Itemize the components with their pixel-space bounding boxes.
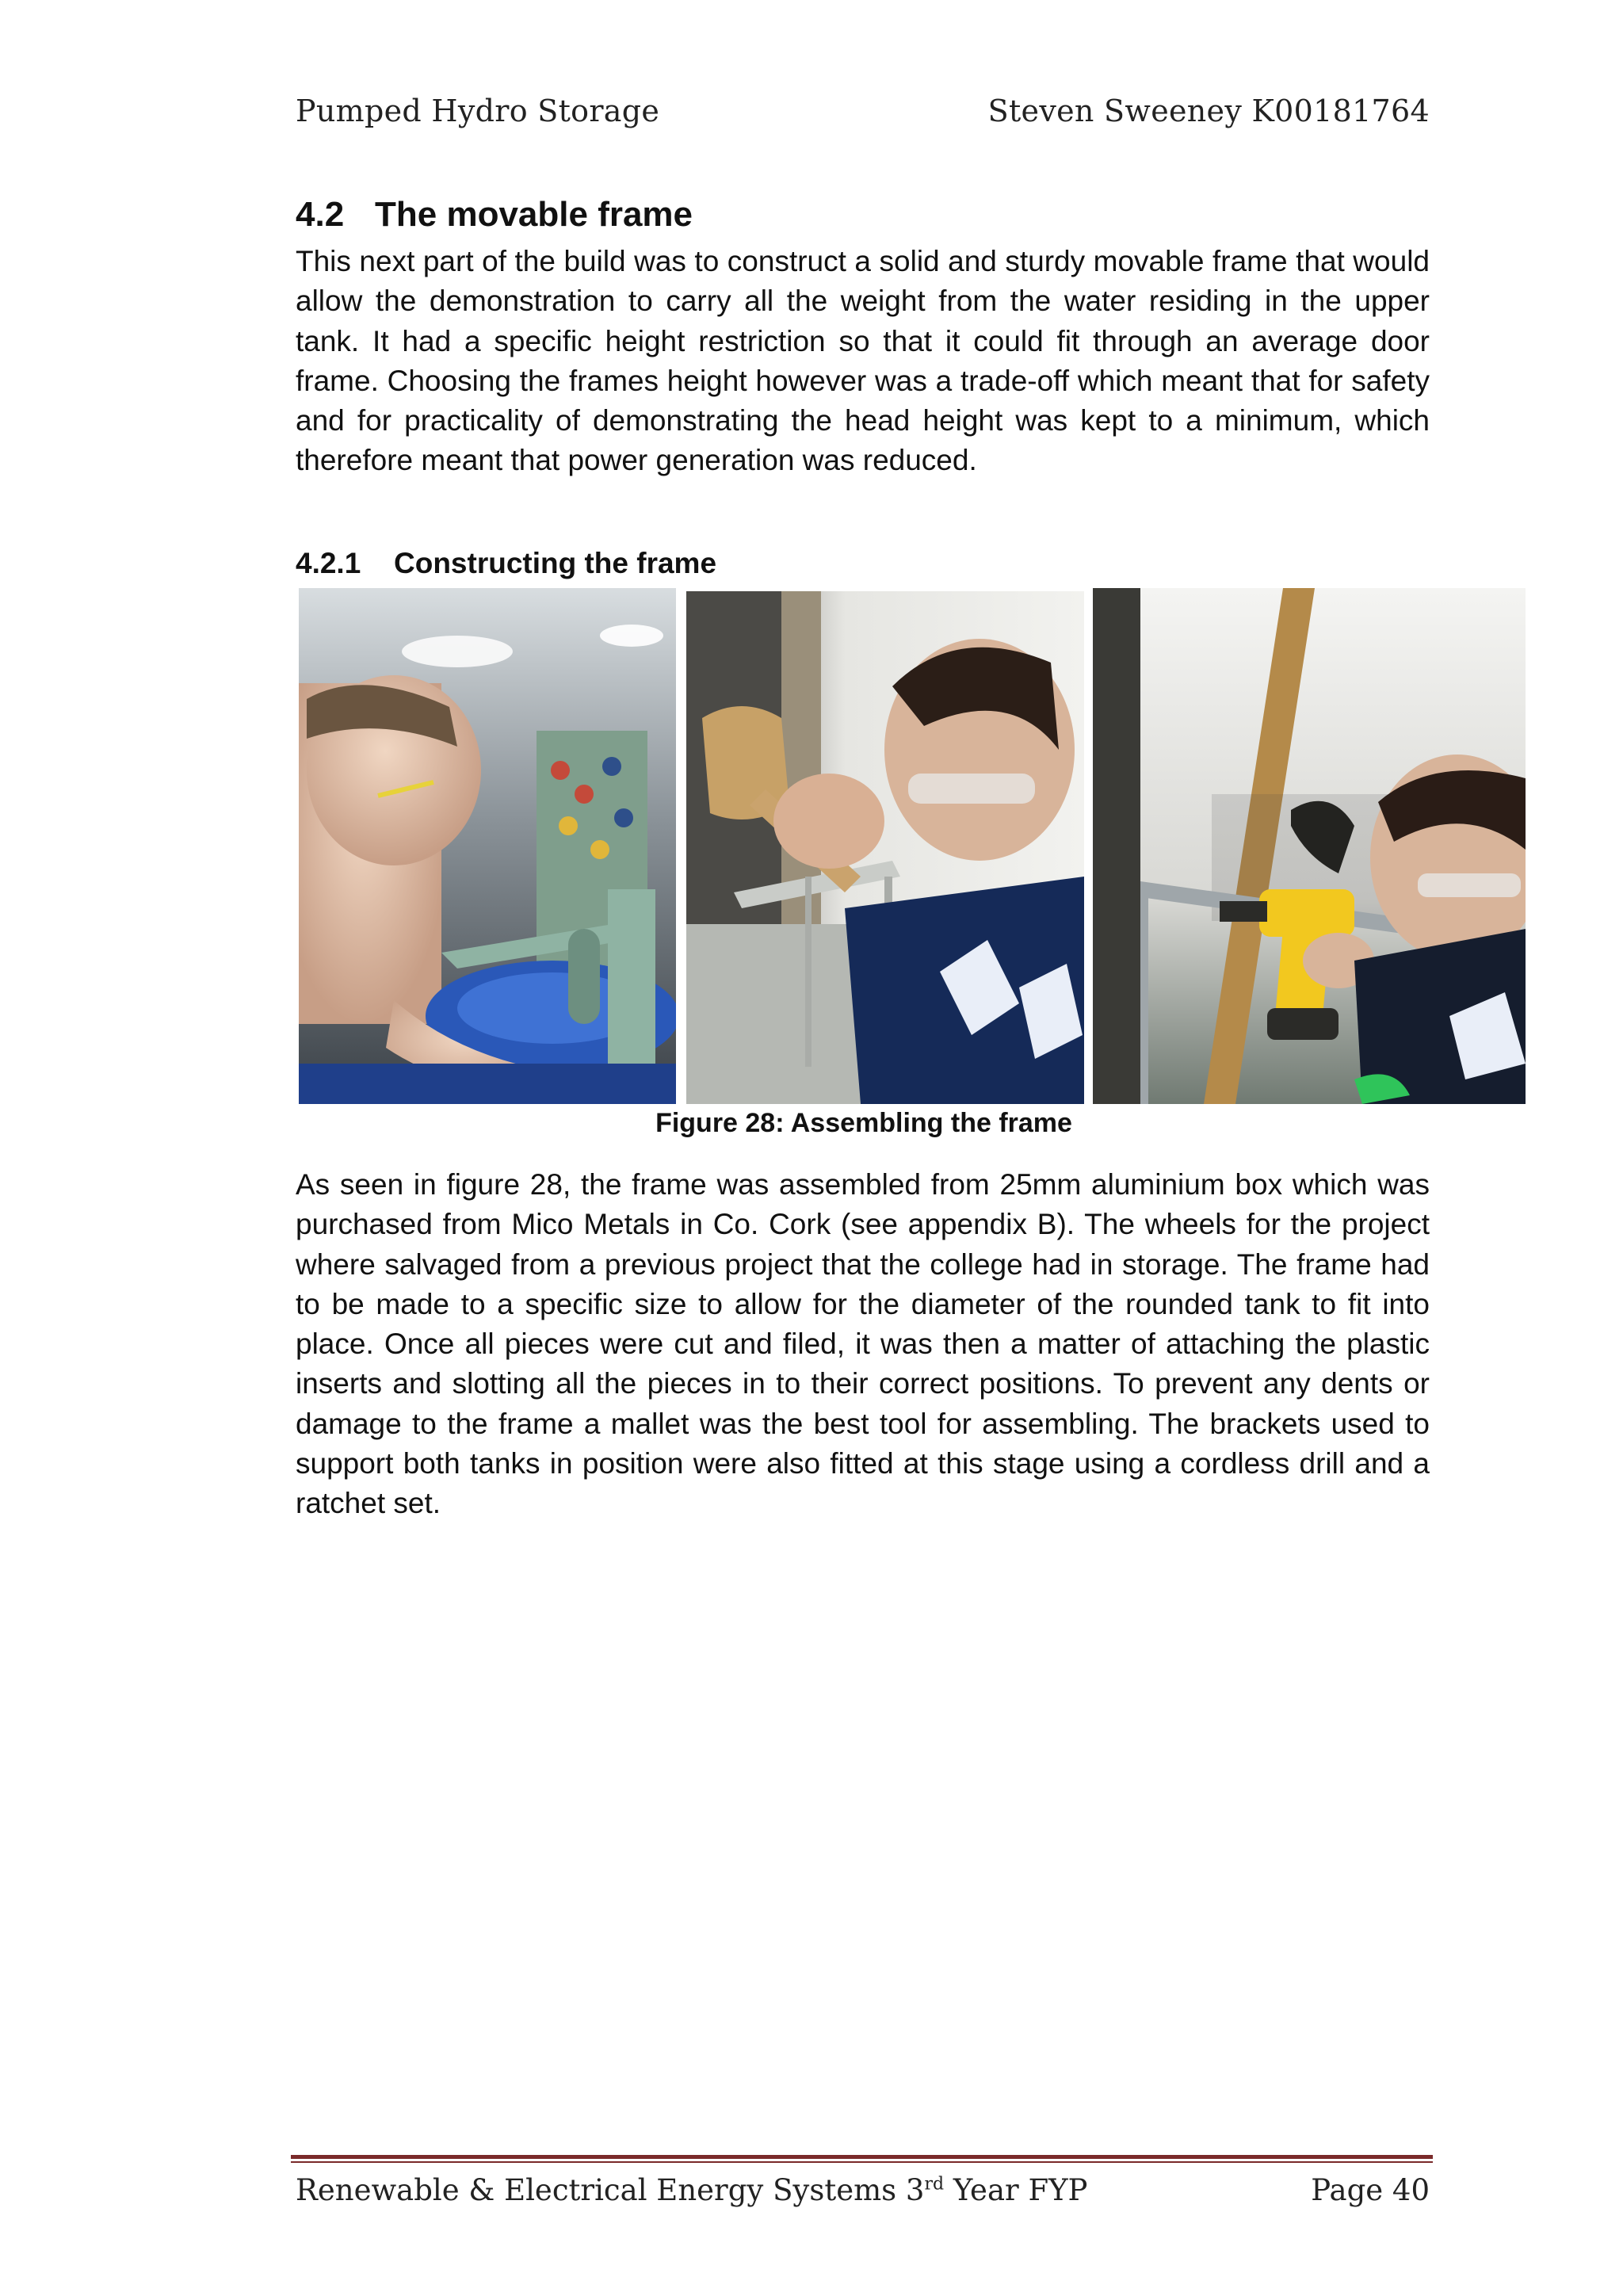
section-number: 4.2: [296, 195, 345, 234]
subsection-heading: [296, 547, 716, 580]
running-header-title: Pumped Hydro Storage: [296, 94, 660, 128]
footer-page-number: Page 40: [1311, 2173, 1430, 2207]
photo-frame-wheel: [299, 588, 676, 1104]
body-paragraph: As seen in figure 28, the frame was assembled from 25mm aluminium box which was purchased from Mico Metals in Co. Cork (see appendix B). The wheels for the project where salvaged from a previous project that the college had in storage. The frame had to be made to a specific size to allow for the diameter of the rounded tank to fit into place. Once all pieces were cut and filed, it was then a matter of attaching the plastic inserts and slotting all the pieces in to their correct positions. To prevent any dents or damage to the frame a mallet was the best tool for assembling. The brackets used to support both tanks in position were also fitted at this stage using a cordless drill and a ratchet set.: [296, 1168, 1430, 1520]
footer-rule-thin: [291, 2161, 1433, 2163]
section-title: The movable frame: [375, 195, 693, 234]
photo-drill: [1093, 588, 1526, 1104]
footer-course-sup: rd: [924, 2174, 945, 2195]
section-paragraph: This next part of the build was to construct a solid and sturdy movable frame that would allow the demonstration to carry all the weight from the water residing in the upper tank. It had a specific height restriction so that it could fit through an average door frame. Choosing the frames height however was a trade-off which meant that for safety and for practicality of demonstrating the head height was kept to a minimum, which therefore meant that power generation was reduced.: [296, 245, 1430, 477]
photo-mallet: [686, 591, 1084, 1104]
running-header-author: Steven Sweeney K00181764: [987, 94, 1430, 128]
subsection-number: 4.2.1: [296, 547, 361, 579]
section-heading: [296, 195, 693, 235]
subsection-title: Constructing the frame: [394, 547, 717, 579]
footer-rule-thick: [291, 2155, 1433, 2159]
footer-course: [296, 2173, 1087, 2207]
footer-course-tail: Year FYP: [944, 2173, 1088, 2207]
footer-course-main: Renewable & Electrical Energy Systems 3: [296, 2173, 925, 2207]
figure-caption: Figure 28: Assembling the frame: [655, 1108, 1072, 1138]
